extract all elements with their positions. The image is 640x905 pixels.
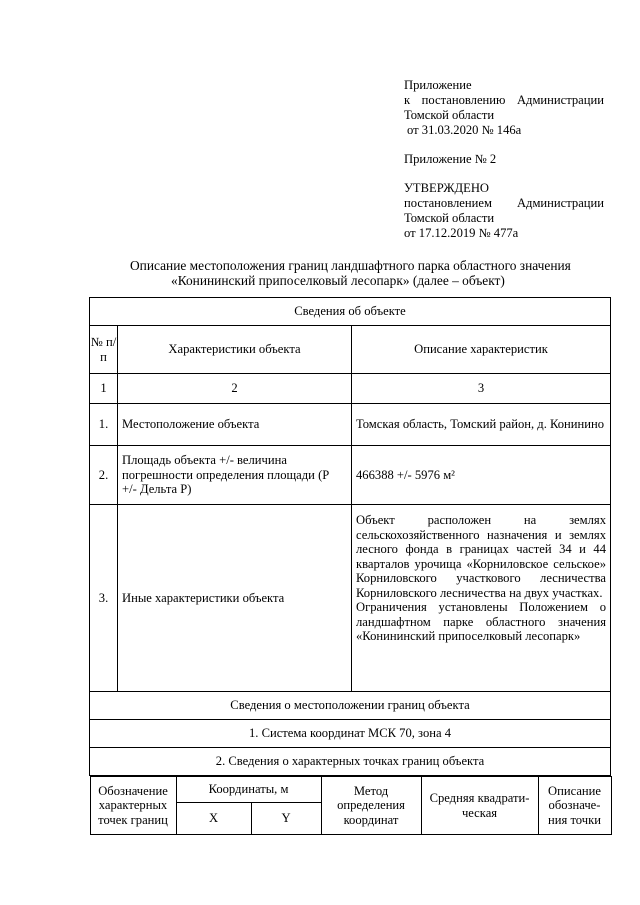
row-num: 3.: [90, 505, 118, 692]
appendix-line: Томской области: [404, 108, 495, 122]
row-desc-restrictions: Ограничения установлены Положением о ландшафтном парке областного значения «Конининский припоселковый лесопарк»: [356, 600, 606, 643]
approved-label: УТВЕРЖДЕНО: [404, 181, 490, 195]
appendix-line: постановлением Администрации: [404, 196, 604, 210]
row-name: Иные характеристики объекта: [118, 505, 352, 692]
header-rms: Средняя квадрати-ческая: [421, 777, 538, 835]
header-num: № п/п: [90, 326, 118, 374]
document-title: [90, 258, 636, 288]
header-description: Описание характеристик: [352, 326, 611, 374]
appendix-line: Томской области: [404, 211, 495, 225]
title-line-1: Описание местоположения границ ландшафтного парка областного значения: [130, 258, 571, 273]
table-row: [90, 404, 611, 446]
points-section-header: 2. Сведения о характерных точках границ объекта: [90, 748, 611, 776]
object-table: [89, 297, 611, 835]
col-num-1: 1: [90, 374, 118, 404]
section-location-header: Сведения о местоположении границ объекта: [90, 692, 611, 720]
appendix-line: от 31.03.2020 № 146а: [407, 123, 522, 137]
points-table: [90, 776, 612, 835]
row-desc: Объект расположен на землях сельскохозяйственного назначения и землях лесного фонда в границах частей 34 и 44 кварталов урочища «Корниловское сельское» Корниловского участкового лесничества Корниловского лесничества на двух участках.: [356, 513, 606, 600]
row-name: Площадь объекта +/- величина погрешности определения площади (Р +/- Дельта Р): [118, 446, 352, 505]
row-name: Местоположение объекта: [118, 404, 352, 446]
col-num-2: 2: [118, 374, 352, 404]
row-num: 1.: [90, 404, 118, 446]
header-characteristics: Характеристики объекта: [118, 326, 352, 374]
appendix-line: от 17.12.2019 № 477а: [404, 226, 519, 240]
row-desc-cell: [352, 505, 611, 692]
appendix-block: [404, 78, 604, 241]
row-desc: Томская область, Томский район, д. Конинино: [352, 404, 611, 446]
row-desc: 466388 +/- 5976 м²: [352, 446, 611, 505]
row-num: 2.: [90, 446, 118, 505]
header-y: Y: [251, 803, 321, 835]
col-num-3: 3: [352, 374, 611, 404]
header-x: X: [176, 803, 251, 835]
header-method: Метод определения координат: [321, 777, 421, 835]
title-line-2: «Конининский припоселковый лесопарк» (далее – объект): [171, 273, 505, 288]
table-row: [90, 505, 611, 692]
appendix-line: к постановлению Администрации: [404, 93, 604, 107]
coord-system: 1. Система координат МСК 70, зона 4: [90, 720, 611, 748]
table-row: [90, 446, 611, 505]
header-point-designation: Обозначение характерных точек границ: [90, 777, 176, 835]
appendix-line: Приложение № 2: [404, 152, 497, 166]
appendix-line: Приложение: [404, 78, 472, 92]
section-object-header: Сведения об объекте: [90, 298, 611, 326]
header-point-description: Описание обозначе-ния точки: [538, 777, 611, 835]
header-coordinates: Координаты, м: [176, 777, 321, 803]
